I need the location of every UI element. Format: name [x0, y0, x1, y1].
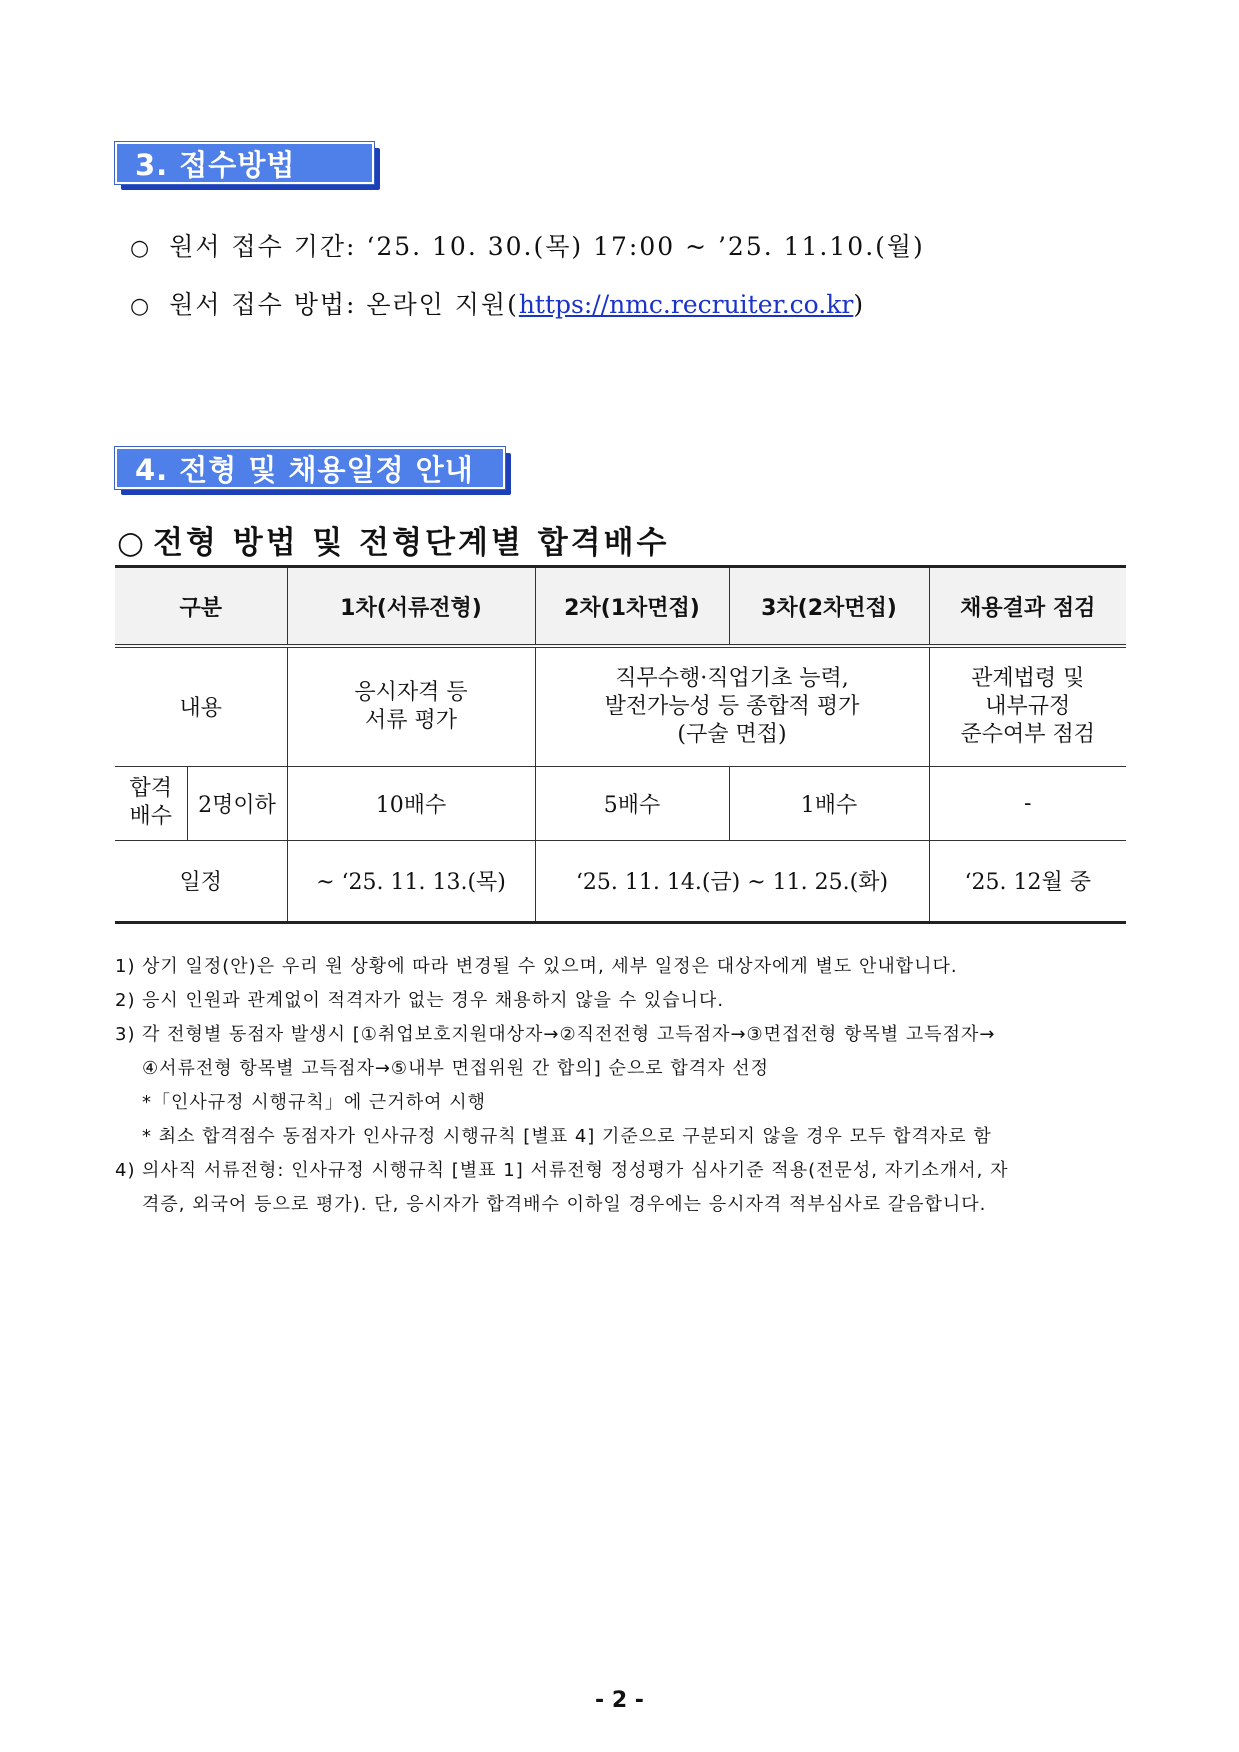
cell-line: 직무수행·직업기초 능력,: [615, 665, 849, 691]
cell-line: 발전가능성 등 종합적 평가: [604, 693, 860, 719]
schedule-table: [115, 565, 1126, 924]
note-number: [115, 1120, 142, 1154]
application-method-suffix: ): [853, 290, 866, 319]
note-item: [115, 1154, 1130, 1188]
note-item: [115, 984, 1130, 1018]
cell-line: 배수: [129, 804, 172, 829]
cell-line: (구술 면접): [677, 721, 787, 747]
application-method: [130, 285, 865, 321]
cell-line: 준수여부 점검: [960, 721, 1095, 747]
note-item: [115, 1018, 1130, 1052]
application-period: [130, 227, 925, 263]
note-number: 2): [115, 990, 136, 1011]
multiple-stage3: 1배수: [729, 766, 929, 840]
note-number: 1): [115, 956, 136, 977]
header-stage1: 1차(서류전형): [287, 567, 535, 647]
page-number: - 2 -: [595, 1688, 644, 1713]
note-text: 의사직 서류전형: 인사규정 시행규칙 [별표 1] 서류전형 정성평가 심사기준 적용(전문성, 자기소개서, 자: [142, 1160, 1009, 1181]
schedule-stage2-3: ‘25. 11. 14.(금) ~ 11. 25.(화): [535, 840, 929, 922]
application-period-text: 원서 접수 기간: ‘25. 10. 30.(목) 17:00 ~ ’25. 11.10.(월): [169, 232, 925, 261]
note-text: 상기 일정(안)은 우리 원 상황에 따라 변경될 수 있으며, 세부 일정은 대상자에게 별도 안내합니다.: [142, 956, 958, 977]
note-number: [115, 1086, 142, 1120]
notes-list: [115, 950, 1130, 1222]
note-item: [115, 1120, 1130, 1154]
schedule-stage1: ~ ‘25. 11. 13.(목): [287, 840, 535, 922]
note-text: 격증, 외국어 등으로 평가). 단, 응시자가 합격배수 이하일 경우에는 응시자격 적부심사로 갈음합니다.: [142, 1194, 987, 1215]
content-stage1: [287, 646, 535, 766]
content-result-check: [929, 646, 1126, 766]
row-label-schedule: 일정: [115, 840, 287, 922]
cell-line: 관계법령 및: [971, 665, 1085, 691]
note-text: *「인사규정 시행규칙」에 근거하여 시행: [142, 1092, 486, 1113]
header-result-check: 채용결과 점검: [929, 567, 1126, 647]
cell-line: 응시자격 등: [354, 679, 468, 705]
application-method-text: 원서 접수 방법: 온라인 지원(: [169, 290, 519, 319]
note-number: [115, 1052, 142, 1086]
row-label-content: 내용: [115, 646, 287, 766]
note-number: 4): [115, 1160, 136, 1181]
cell-line: 내부규정: [985, 693, 1071, 719]
table-subtitle: [117, 517, 669, 562]
header-stage2: 2차(1차면접): [535, 567, 729, 647]
section3-header: [115, 142, 374, 184]
multiple-stage2: 5배수: [535, 766, 729, 840]
table-row-schedule: [115, 840, 1126, 922]
schedule-result-check: ‘25. 12월 중: [929, 840, 1126, 922]
recruit-site-link[interactable]: https://nmc.recruiter.co.kr: [518, 290, 854, 319]
row-sublabel-multiple: 2명이하: [187, 766, 287, 840]
cell-line: 서류 평가: [364, 707, 457, 733]
table-subtitle-text: 전형 방법 및 전형단계별 합격배수: [153, 525, 670, 561]
cell-line: 합격: [129, 776, 172, 801]
note-text: * 최소 합격점수 동점자가 인사규정 시행규칙 [별표 4] 기준으로 구분되지 않을 경우 모두 합격자로 함: [142, 1126, 992, 1147]
note-item: [115, 1052, 1130, 1086]
note-item: [115, 950, 1130, 984]
note-number: [115, 1188, 142, 1222]
table-header-row: [115, 567, 1126, 647]
table-row-content: [115, 646, 1126, 766]
note-item: [115, 1086, 1130, 1120]
multiple-result-check: -: [929, 766, 1126, 840]
note-number: 3): [115, 1024, 136, 1045]
bullet-icon: ○: [130, 236, 152, 261]
section3-title: 3. 접수방법: [115, 142, 374, 184]
bullet-icon: ○: [117, 525, 148, 561]
bullet-icon: ○: [130, 294, 152, 319]
header-category: 구분: [115, 567, 287, 647]
note-text: 각 전형별 동점자 발생시 [①취업보호지원대상자→②직전전형 고득점자→③면접전형 항목별 고득점자→: [142, 1024, 996, 1045]
multiple-stage1: 10배수: [287, 766, 535, 840]
section4-title: 4. 전형 및 채용일정 안내: [115, 447, 505, 489]
note-text: 응시 인원과 관계없이 적격자가 없는 경우 채용하지 않을 수 있습니다.: [142, 990, 725, 1011]
row-label-multiple: [115, 766, 187, 840]
section4-header: [115, 447, 505, 489]
note-text: ④서류전형 항목별 고득점자→⑤내부 면접위원 간 합의] 순으로 합격자 선정: [142, 1058, 770, 1079]
content-stage2-3: [535, 646, 929, 766]
note-item: [115, 1188, 1130, 1222]
table-row-multiple: [115, 766, 1126, 840]
header-stage3: 3차(2차면접): [729, 567, 929, 647]
